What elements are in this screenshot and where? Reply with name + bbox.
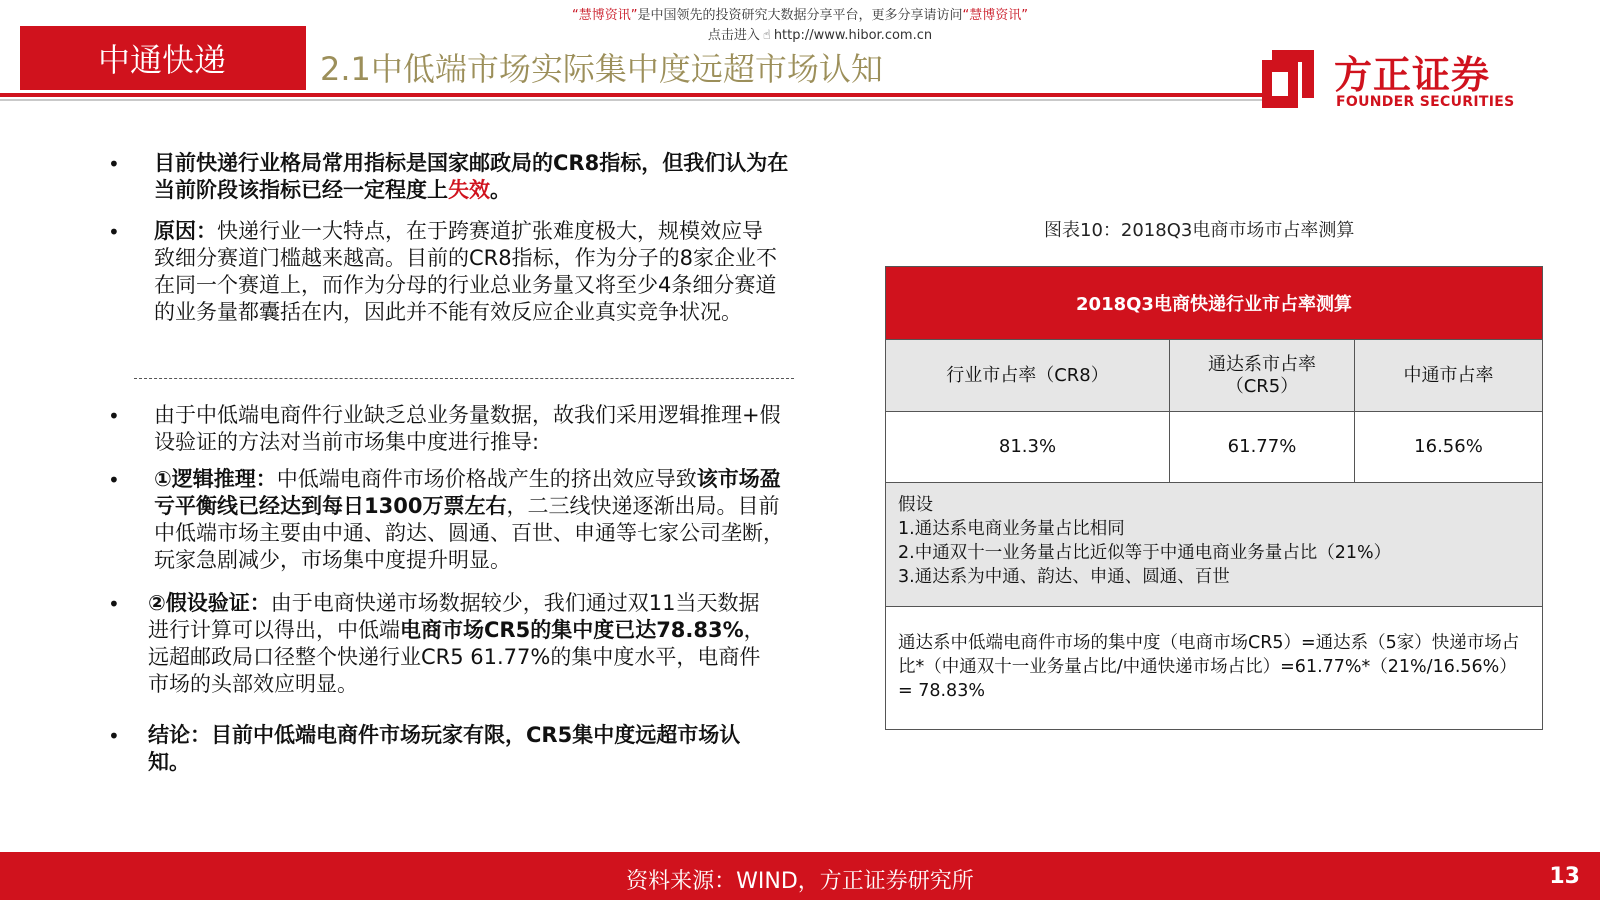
watermark-link[interactable]: http://www.hibor.com.cn bbox=[773, 28, 933, 43]
point-verify-text: 由于电商快递市场数据较少，我们通过双11当天数据进行计算可以得出，中低端 bbox=[148, 591, 760, 642]
table-title: 2018Q3电商快递行业市占率测算 bbox=[886, 267, 1542, 339]
dashed-divider bbox=[134, 378, 794, 379]
watermark-brand: “慧博资讯” bbox=[572, 8, 638, 23]
assumption-1: 1.通达系电商业务量占比相同 bbox=[898, 519, 1125, 539]
watermark-brand-2: “慧博资讯” bbox=[962, 8, 1028, 23]
point-reason bbox=[154, 218, 778, 326]
formula-block: 通达系中低端电商件市场的集中度（电商市场CR5）=通达系（5家）快递市场占比*（中通双十一业务量占比/中通快递市场占比）=61.77%*（21%/16.56%）= 78.83% bbox=[886, 606, 1542, 729]
point-method: 由于中低端电商件行业缺乏总业务量数据，故我们采用逻辑推理+假设验证的方法对当前市场集中度进行推导: bbox=[154, 403, 781, 454]
table-header-row bbox=[886, 339, 1542, 411]
point-logic-text2: ，二三线快递逐渐出局。目前中低端市场主要由中通、韵达、圆通、百世、申通等七家公司垄断，玩家急剧减少，市场集中度提升明显。 bbox=[154, 494, 784, 572]
point-verify-label: ②假设验证： bbox=[148, 591, 271, 615]
point-conclusion: 结论：目前中低端电商件市场玩家有限，CR5集中度远超市场认知。 bbox=[148, 723, 741, 774]
company-logo bbox=[1258, 46, 1528, 116]
page-title: 2.1中低端市场实际集中度远超市场认知 bbox=[320, 50, 883, 88]
logo-en-text: FOUNDER SECURITIES bbox=[1336, 94, 1515, 110]
point-logic-text: 中低端电商件市场价格战产生的挤出效应导致 bbox=[276, 467, 697, 491]
header-cr5: 通达系市占率（CR5） bbox=[1170, 340, 1355, 411]
bullet: • bbox=[108, 220, 120, 244]
point-cr8-invalid bbox=[154, 150, 808, 204]
header-zto: 中通市占率 bbox=[1403, 364, 1494, 386]
section-tab-label: 中通快递 bbox=[98, 41, 227, 79]
point-cr8-end: 。 bbox=[490, 178, 511, 202]
point-cr8-text: 目前快递行业格局常用指标是国家邮政局的CR8指标，但我们认为在当前阶段该指标已经一定程度上 bbox=[154, 151, 789, 202]
bullet: • bbox=[108, 404, 120, 428]
point-logic bbox=[154, 466, 794, 574]
value-cr5: 61.77% bbox=[1170, 412, 1355, 482]
assumptions-block bbox=[886, 482, 1542, 606]
bullet: • bbox=[108, 468, 120, 492]
assumption-3: 3.通达系为中通、韵达、申通、圆通、百世 bbox=[898, 567, 1230, 587]
point-verify bbox=[148, 590, 778, 698]
bullet: • bbox=[108, 152, 120, 176]
assumption-2: 2.中通双十一业务量占比近似等于中通电商业务量占比（21%） bbox=[898, 543, 1392, 563]
assumptions-title: 假设 bbox=[898, 495, 933, 515]
bullet: • bbox=[108, 724, 120, 748]
header-divider-shadow bbox=[0, 99, 1262, 101]
bullet: • bbox=[108, 592, 120, 616]
hand-pointer-icon: ☝ bbox=[762, 28, 771, 43]
figure-caption: 图表10：2018Q3电商市场市占率测算 bbox=[1044, 220, 1355, 241]
watermark-text: 是中国领先的投资研究大数据分享平台，更多分享请访问 bbox=[637, 8, 963, 23]
value-zto: 16.56% bbox=[1414, 436, 1483, 457]
logo-cn-text: 方正证券 bbox=[1334, 53, 1491, 97]
header-cr8: 行业市占率（CR8） bbox=[886, 340, 1170, 411]
point-reason-label: 原因： bbox=[154, 219, 217, 243]
footer-source: 资料来源：WIND，方正证券研究所 bbox=[626, 869, 974, 894]
point-logic-bold: 该市场盈亏平衡线已经达到每日1300万票左右 bbox=[154, 467, 781, 518]
point-logic-label: ①逻辑推理： bbox=[154, 467, 277, 491]
market-share-table bbox=[885, 266, 1543, 730]
watermark-enter-label: 点击进入 bbox=[707, 28, 760, 43]
table-value-row bbox=[886, 411, 1542, 482]
point-verify-bold: 电商市场CR5的集中度已达78.83% bbox=[400, 618, 744, 642]
point-reason-text: 快递行业一大特点，在于跨赛道扩张难度极大，规模效应导致细分赛道门槛越来越高。目前的CR8指标，作为分子的8家企业不在同一个赛道上，而作为分母的行业总业务量又将至少4条细分赛道的业务量都囊括在内，因此并不能有效反应企业真实竞争状况。 bbox=[154, 219, 777, 324]
founder-logo-icon bbox=[1258, 46, 1318, 110]
value-cr8: 81.3% bbox=[886, 412, 1170, 482]
footer-bar bbox=[0, 852, 1600, 900]
section-tab bbox=[20, 26, 306, 90]
page-number: 13 bbox=[1549, 864, 1580, 889]
point-verify-text2: ，远超邮政局口径整个快递行业CR5 61.77%的集中度水平，电商件市场的头部效应明显。 bbox=[148, 618, 765, 696]
header-divider bbox=[0, 93, 1262, 97]
point-cr8-red: 失效 bbox=[448, 178, 490, 202]
